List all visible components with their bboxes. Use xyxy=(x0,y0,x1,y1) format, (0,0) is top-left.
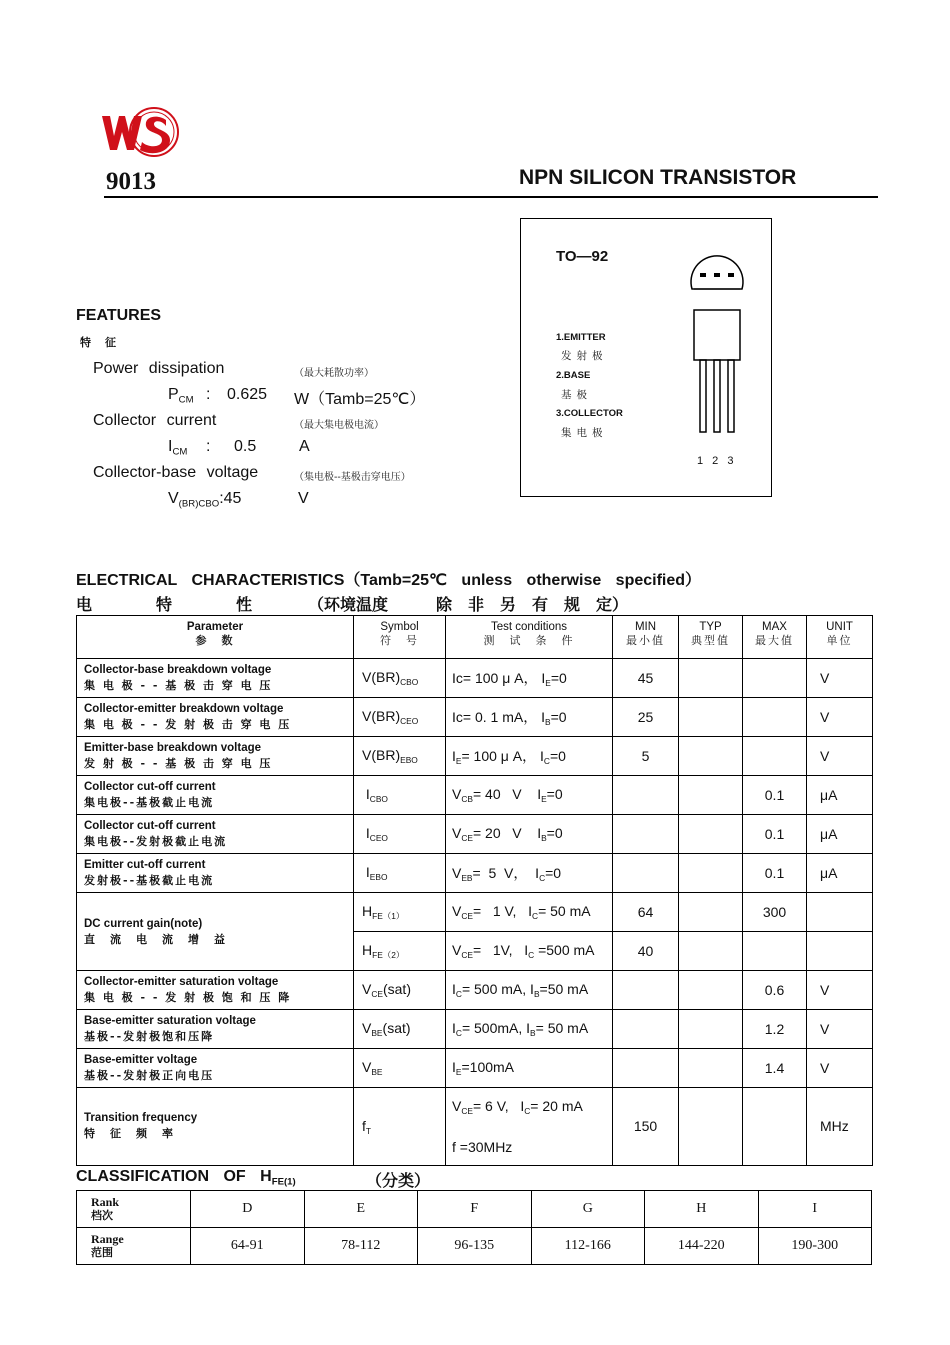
col-unit: UNIT 单位 xyxy=(807,616,873,659)
ws-logo xyxy=(100,102,184,166)
max-cell xyxy=(743,932,807,971)
param-cell: Emitter cut-off current 发射极--基极截止电流 xyxy=(77,854,354,893)
symbol-cell: $V(BR)_{EBO}$ xyxy=(354,737,446,776)
range-row xyxy=(77,1228,872,1265)
min-cell xyxy=(613,815,679,854)
document-title: NPN SILICON TRANSISTOR xyxy=(519,166,797,189)
rank-cell: D xyxy=(191,1191,305,1228)
table-row xyxy=(77,776,873,815)
rank-cell: E xyxy=(304,1191,418,1228)
symbol-cell: $I_{CEO}$ xyxy=(354,815,446,854)
power-value: 0.625 xyxy=(227,386,268,403)
param-cell: Collector-base breakdown voltage 集 电 极 - - 基 极 击 穿 电 压 xyxy=(77,659,354,698)
collector-base-voltage-label: Collector-base voltage xyxy=(93,464,259,481)
typ-cell xyxy=(679,737,743,776)
unit-cell: V xyxy=(807,1049,873,1088)
range-cell: 96-135 xyxy=(418,1228,532,1265)
unit-cell: V xyxy=(807,971,873,1010)
col-parameter: Parameter 参 数 xyxy=(77,616,354,659)
pin-2-label: 2.BASE xyxy=(556,370,591,381)
typ-cell xyxy=(679,1088,743,1166)
col-min: MIN 最小值 xyxy=(613,616,679,659)
min-cell xyxy=(613,1049,679,1088)
param-cell: DC current gain(note) 直 流 电 流 增 益 xyxy=(77,893,354,971)
range-cell: 144-220 xyxy=(645,1228,759,1265)
symbol-cell: $I_{EBO}$ xyxy=(354,854,446,893)
condition-cell: $V_{CE}= 1$ V, $I_C= 50$ mA xyxy=(446,893,613,932)
col-typ: TYP 典型值 xyxy=(679,616,743,659)
condition-cell: Ic= 0. 1 mA， $I_B=0$ xyxy=(446,698,613,737)
pin-numbers: 1 2 3 xyxy=(697,455,737,467)
unit-cell: V xyxy=(807,659,873,698)
param-cell: Emitter-base breakdown voltage 发 射 极 - - 基 极 击 穿 电 压 xyxy=(77,737,354,776)
pin-1-label: 1.EMITTER xyxy=(556,332,606,343)
min-cell: 150 xyxy=(613,1088,679,1166)
rank-row xyxy=(77,1191,872,1228)
symbol-cell: $V_{CE}(sat)$ xyxy=(354,971,446,1010)
collector-current-symbol: $I_{CM}$ xyxy=(168,438,188,458)
part-number: 9013 xyxy=(106,168,156,195)
condition-cell: $I_C= 500$ mA, $I_B=50$ mA xyxy=(446,971,613,1010)
condition-cell: $V_{CE}= 20$ V $I_B=0$ xyxy=(446,815,613,854)
range-cell: 112-166 xyxy=(531,1228,645,1265)
param-cell: Collector cut-off current 集电极--基极截止电流 xyxy=(77,776,354,815)
typ-cell xyxy=(679,854,743,893)
condition-cell: Ic= 100 μ A， $I_E=0$ xyxy=(446,659,613,698)
symbol-cell: $V(BR)_{CEO}$ xyxy=(354,698,446,737)
typ-cell xyxy=(679,932,743,971)
collector-current-label: Collector current xyxy=(93,412,217,429)
min-cell xyxy=(613,971,679,1010)
col-test-conditions: Test conditions 测 试 条 件 xyxy=(446,616,613,659)
typ-cell xyxy=(679,698,743,737)
max-cell xyxy=(743,659,807,698)
electrical-heading: ELECTRICAL CHARACTERISTICS（Tamb=25℃ unless otherwise specified） xyxy=(76,572,702,589)
max-cell: 1.2 xyxy=(743,1010,807,1049)
min-cell: 25 xyxy=(613,698,679,737)
min-cell xyxy=(613,776,679,815)
current-unit: A xyxy=(299,438,310,455)
symbol-cell: $f_T$ xyxy=(354,1088,446,1166)
rank-cell: H xyxy=(645,1191,759,1228)
table-row xyxy=(77,659,873,698)
table-row xyxy=(77,698,873,737)
table-row xyxy=(77,1010,873,1049)
classification-table xyxy=(76,1190,872,1265)
col-max: MAX 最大值 xyxy=(743,616,807,659)
voltage-unit: V xyxy=(298,490,309,507)
max-cell: 300 xyxy=(743,893,807,932)
pin-3-cn: 集电极 xyxy=(561,427,608,439)
symbol-cell: $V_{BE}$ xyxy=(354,1049,446,1088)
pin-3-label: 3.COLLECTOR xyxy=(556,408,623,419)
symbol-cell: $I_{CBO}$ xyxy=(354,776,446,815)
package-name: TO—92 xyxy=(556,248,609,265)
table-row xyxy=(77,854,873,893)
condition-cell: $I_E= 100$ μ A， $I_C=0$ xyxy=(446,737,613,776)
symbol-cell: $H_{FE(1)}$ xyxy=(354,893,446,932)
table-row xyxy=(77,893,873,932)
symbol-cell: $V(BR)_{CBO}$ xyxy=(354,659,446,698)
symbol-cell: $V_{BE}(sat)$ xyxy=(354,1010,446,1049)
range-cell: 64-91 xyxy=(191,1228,305,1265)
unit-cell: V xyxy=(807,737,873,776)
features-heading-cn: 特征 xyxy=(80,336,130,349)
power-dissipation-value: $P_{CM}$ xyxy=(168,386,194,406)
max-cell: 0.1 xyxy=(743,815,807,854)
typ-cell xyxy=(679,1010,743,1049)
param-cell: Transition frequency 特 征 频 率 xyxy=(77,1088,354,1166)
table-row xyxy=(77,815,873,854)
collector-current-cn: （最大集电极电流） xyxy=(294,420,384,431)
unit-cell: μA xyxy=(807,776,873,815)
max-cell: 1.4 xyxy=(743,1049,807,1088)
unit-cell xyxy=(807,932,873,971)
condition-cell: $I_C= 500mA$, $I_B= 50$ mA xyxy=(446,1010,613,1049)
col-symbol: Symbol 符 号 xyxy=(354,616,446,659)
table-header-row xyxy=(77,616,873,659)
max-cell: 0.6 xyxy=(743,971,807,1010)
rank-cell: G xyxy=(531,1191,645,1228)
param-cell: Collector-emitter saturation voltage 集 电 极 - - 发 射 极 饱 和 压 降 xyxy=(77,971,354,1010)
collector-base-voltage-symbol: $V_{(BR)CBO}:45$ xyxy=(168,490,242,510)
unit-cell: MHz xyxy=(807,1088,873,1166)
features-heading: FEATURES xyxy=(76,307,162,324)
param-cell: Base-emitter voltage 基极--发射极正向电压 xyxy=(77,1049,354,1088)
rank-cell: F xyxy=(418,1191,532,1228)
max-cell xyxy=(743,737,807,776)
typ-cell xyxy=(679,1049,743,1088)
max-cell: 0.1 xyxy=(743,854,807,893)
range-cell: 78-112 xyxy=(304,1228,418,1265)
table-row xyxy=(77,971,873,1010)
rank-cell: I xyxy=(758,1191,872,1228)
unit-cell xyxy=(807,893,873,932)
pin-1-cn: 发射极 xyxy=(561,350,608,362)
table-row xyxy=(77,1049,873,1088)
unit-cell: μA xyxy=(807,815,873,854)
min-cell: 40 xyxy=(613,932,679,971)
typ-cell xyxy=(679,971,743,1010)
power-dissipation-cn: （最大耗散功率） xyxy=(294,368,374,379)
condition-cell: $I_E=100mA$ xyxy=(446,1049,613,1088)
unit-cell: V xyxy=(807,1010,873,1049)
min-cell: 45 xyxy=(613,659,679,698)
param-cell: Base-emitter saturation voltage 基极--发射极饱和压降 xyxy=(77,1010,354,1049)
power-unit: W（Tamb=25℃） xyxy=(294,391,426,408)
pin-2-cn: 基极 xyxy=(561,389,592,401)
power-sep: : xyxy=(206,386,211,403)
min-cell: 64 xyxy=(613,893,679,932)
unit-cell: μA xyxy=(807,854,873,893)
symbol-cell: $H_{FE(2)}$ xyxy=(354,932,446,971)
to92-package-drawing xyxy=(686,255,748,445)
typ-cell xyxy=(679,659,743,698)
range-header: Range 范围 xyxy=(77,1228,191,1265)
table-row xyxy=(77,1088,873,1166)
classification-heading-cn: （分类） xyxy=(366,1171,431,1190)
max-cell: 0.1 xyxy=(743,776,807,815)
classification-heading: CLASSIFICATION OF $H_{FE(1)}$ xyxy=(76,1168,296,1188)
min-cell: 5 xyxy=(613,737,679,776)
condition-cell: $V_{CB}= 40$ V $I_E=0$ xyxy=(446,776,613,815)
typ-cell xyxy=(679,815,743,854)
current-sep: : xyxy=(206,438,211,455)
table-row xyxy=(77,737,873,776)
rank-header: Rank 档次 xyxy=(77,1191,191,1228)
electrical-table xyxy=(76,615,873,1166)
header-rule xyxy=(104,196,878,198)
min-cell xyxy=(613,854,679,893)
max-cell xyxy=(743,1088,807,1166)
power-dissipation-label: Power dissipation xyxy=(93,360,225,377)
condition-cell: $V_{CE}= 1V$, $I_C =500$ mA xyxy=(446,932,613,971)
range-cell: 190-300 xyxy=(758,1228,872,1265)
unit-cell: V xyxy=(807,698,873,737)
condition-cell: $V_{EB}= 5$ V， $I_C=0$ xyxy=(446,854,613,893)
param-cell: Collector cut-off current 集电极--发射极截止电流 xyxy=(77,815,354,854)
param-cell: Collector-emitter breakdown voltage 集 电 极 - - 发 射 极 击 穿 电 压 xyxy=(77,698,354,737)
condition-cell: $V_{CE}= 6$ V, $I_C= 20$ mA f =30MHz xyxy=(446,1088,613,1166)
typ-cell xyxy=(679,776,743,815)
max-cell xyxy=(743,698,807,737)
current-value: 0.5 xyxy=(234,438,257,455)
min-cell xyxy=(613,1010,679,1049)
electrical-heading-cn: 电 特 性 （环境温度 除 非 另 有 规 定） xyxy=(76,595,629,614)
collector-base-voltage-cn: （集电极--基极击穿电压） xyxy=(294,472,411,483)
typ-cell xyxy=(679,893,743,932)
